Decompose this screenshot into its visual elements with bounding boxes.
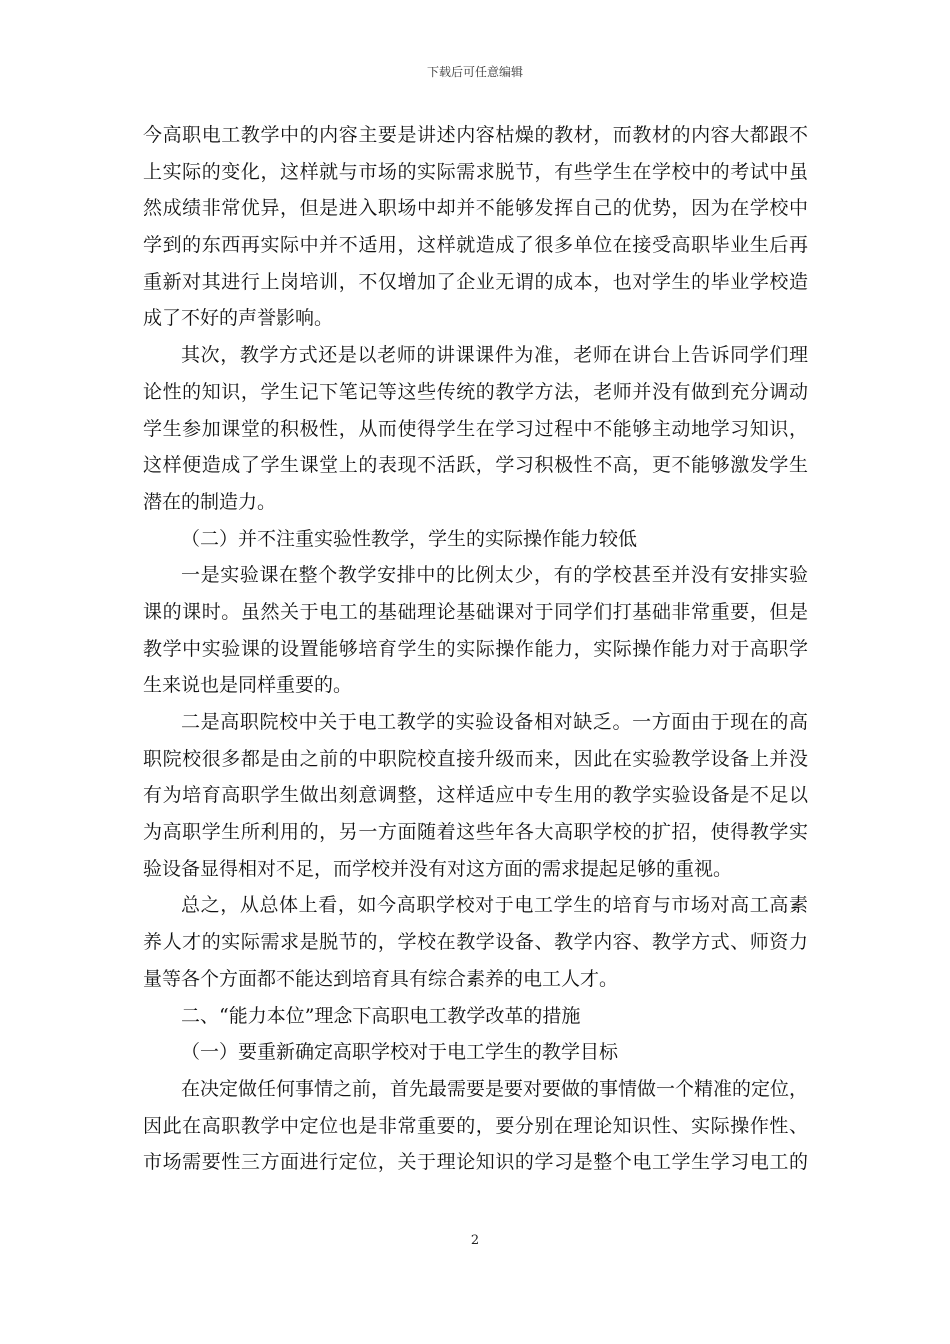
text-line: 其次，教学方式还是以老师的讲课课件为准，老师在讲台上告诉同学们理 xyxy=(181,344,808,367)
heading-line: 二、“能力本位”理念下高职电工教学改革的措施 xyxy=(181,1004,581,1027)
paragraph xyxy=(143,887,808,997)
section-heading xyxy=(143,998,808,1035)
paragraph xyxy=(143,704,808,887)
page-header: 下载后可任意编辑 xyxy=(426,65,523,79)
text-line: 上实际的变化，这样就与市场的实际需求脱节，有些学生在学校中的考试中虽 xyxy=(143,160,808,183)
page-number: 2 xyxy=(470,1233,480,1248)
text-line: 这样便造成了学生课堂上的表现不活跃，学习积极性不高，更不能够激发学生 xyxy=(143,454,808,477)
text-line: 养人才的实际需求是脱节的，学校在教学设备、教学内容、教学方式、师资力 xyxy=(143,931,808,954)
text-line: 因此在高职教学中定位也是非常重要的，要分别在理论知识性、实际操作性、 xyxy=(143,1114,808,1137)
text-line: 学到的东西再实际中并不适用，这样就造成了很多单位在接受高职毕业生后再 xyxy=(143,234,808,257)
text-line: 今高职电工教学中的内容主要是讲述内容枯燥的教材，而教材的内容大都跟不 xyxy=(143,124,808,146)
text-line: 二是高职院校中关于电工教学的实验设备相对缺乏。一方面由于现在的高 xyxy=(181,711,808,733)
text-line: 量等各个方面都不能达到培育具有综合素养的电工人才。 xyxy=(143,967,619,990)
text-line: 论性的知识，学生记下笔记等这些传统的教学方法，老师并没有做到充分调动 xyxy=(143,380,808,403)
text-line: 课的课时。虽然关于电工的基础理论基础课对于同学们打基础非常重要，但是 xyxy=(143,600,808,623)
text-line: 为高职学生所利用的，另一方面随着这些年各大高职学校的扩招，使得教学实 xyxy=(143,821,808,844)
text-line: 学生参加课堂的积极性，从而使得学生在学习过程中不能够主动地学习知识， xyxy=(143,417,808,440)
paragraph xyxy=(143,337,808,520)
heading-line: （一）要重新确定高职学校对于电工学生的教学目标 xyxy=(181,1041,619,1064)
text-line: 在决定做任何事情之前，首先最需要是要对要做的事情做一个精准的定位， xyxy=(181,1077,808,1100)
text-line: 有为培育高职学生做出刻意调整，这样适应中专生用的教学实验设备是不足以 xyxy=(143,784,808,807)
text-line: 职院校很多都是由之前的中职院校直接升级而来，因此在实验教学设备上并没 xyxy=(143,747,808,770)
text-line: 验设备显得相对不足，而学校并没有对这方面的需求提起足够的重视。 xyxy=(143,857,733,880)
paragraph xyxy=(143,557,808,704)
text-line: 一是实验课在整个教学安排中的比例太少，有的学校甚至并没有安排实验 xyxy=(181,564,808,587)
text-line: 教学中实验课的设置能够培育学生的实际操作能力，实际操作能力对于高职学 xyxy=(143,637,808,660)
paragraph xyxy=(143,117,808,337)
text-line: 总之，从总体上看，如今高职学校对于电工学生的培育与市场对高工高素 xyxy=(181,894,808,917)
text-line: 重新对其进行上岗培训，不仅增加了企业无谓的成本，也对学生的毕业学校造 xyxy=(143,270,808,293)
heading-line: （二）并不注重实验性教学，学生的实际操作能力较低 xyxy=(181,527,638,550)
text-line: 市场需要性三方面进行定位，关于理论知识的学习是整个电工学生学习电工的 xyxy=(143,1151,808,1174)
subsection-heading xyxy=(143,1034,808,1071)
section-heading xyxy=(143,521,808,558)
text-line: 成了不好的声誉影响。 xyxy=(143,307,334,330)
text-line: 然成绩非常优异，但是进入职场中却并不能够发挥自己的优势，因为在学校中 xyxy=(143,197,808,220)
text-line: 潜在的制造力。 xyxy=(143,490,277,513)
document-body xyxy=(143,117,808,1181)
text-line: 生来说也是同样重要的。 xyxy=(143,674,353,697)
paragraph xyxy=(143,1071,808,1181)
